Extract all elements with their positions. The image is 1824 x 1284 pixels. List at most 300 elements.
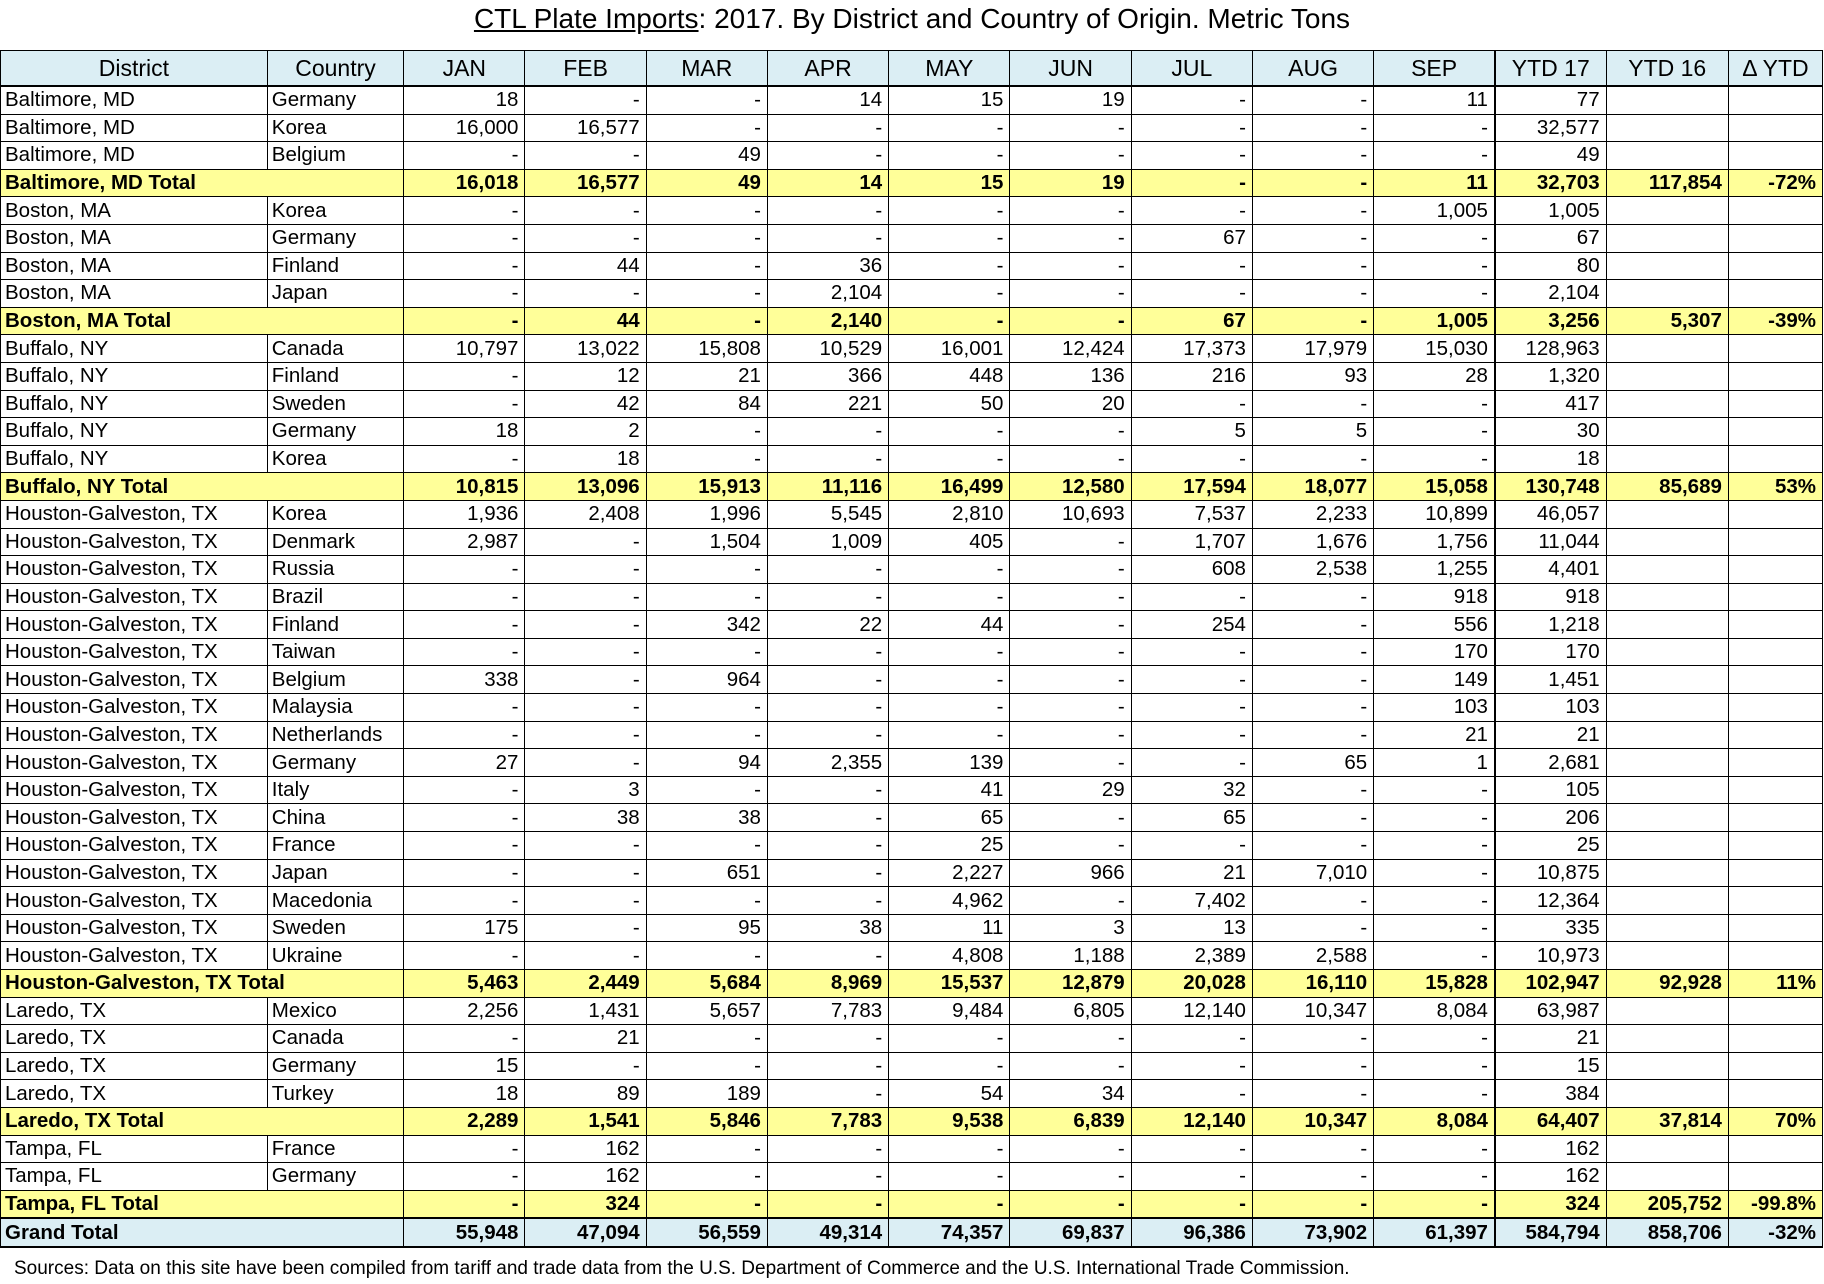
table-cell: 42: [525, 390, 646, 418]
table-cell: Belgium: [267, 666, 403, 694]
table-cell: [1606, 694, 1728, 722]
table-cell: Buffalo, NY: [1, 362, 268, 390]
table-cell: -: [889, 583, 1010, 611]
table-cell: -: [1374, 114, 1495, 142]
table-cell: [1606, 997, 1728, 1025]
table-cell: -: [889, 224, 1010, 252]
table-cell: 25: [1495, 832, 1606, 860]
table-cell: -: [525, 197, 646, 225]
table-cell: -: [525, 832, 646, 860]
table-cell: Malaysia: [267, 694, 403, 722]
table-cell: -: [1374, 832, 1495, 860]
table-cell: 19: [1010, 86, 1131, 114]
table-cell: -: [767, 638, 888, 666]
table-cell: 221: [767, 390, 888, 418]
table-cell: -: [1252, 583, 1373, 611]
table-cell: 1: [1374, 749, 1495, 777]
table-cell: -: [767, 556, 888, 584]
table-cell: -: [1010, 418, 1131, 446]
table-cell: -: [404, 611, 525, 639]
table-cell: -: [1010, 1163, 1131, 1191]
table-cell: -: [525, 914, 646, 942]
table-cell: -: [1252, 169, 1373, 197]
table-cell: [1728, 1163, 1822, 1191]
table-cell: 206: [1495, 804, 1606, 832]
table-cell: -: [1010, 528, 1131, 556]
table-cell: [1606, 500, 1728, 528]
table-cell: 6,839: [1010, 1107, 1131, 1135]
table-row: [1, 1080, 1823, 1108]
table-cell: -: [646, 445, 767, 473]
table-cell: 2,449: [525, 970, 646, 998]
table-cell: Russia: [267, 556, 403, 584]
table-row: [1, 1135, 1823, 1163]
table-cell: [1728, 418, 1822, 446]
table-cell: -: [1131, 114, 1252, 142]
table-cell: 5,657: [646, 997, 767, 1025]
table-cell: [1728, 114, 1822, 142]
table-cell: -: [525, 749, 646, 777]
table-cell: -: [1252, 694, 1373, 722]
table-cell: -: [1010, 694, 1131, 722]
table-cell: 335: [1495, 914, 1606, 942]
table-cell: -: [889, 252, 1010, 280]
table-cell: -: [646, 776, 767, 804]
table-cell: Laredo, TX: [1, 1025, 268, 1053]
table-cell: 1,756: [1374, 528, 1495, 556]
table-cell: -: [1010, 583, 1131, 611]
table-cell: -: [1374, 1052, 1495, 1080]
table-cell: 448: [889, 362, 1010, 390]
table-cell: Finland: [267, 611, 403, 639]
table-cell: 12,580: [1010, 473, 1131, 501]
table-cell: -: [404, 721, 525, 749]
table-cell: -: [889, 1025, 1010, 1053]
table-cell: 28: [1374, 362, 1495, 390]
table-cell: -: [404, 832, 525, 860]
table-cell: 29: [1010, 776, 1131, 804]
table-cell: -: [646, 280, 767, 308]
table-cell: -: [767, 832, 888, 860]
table-cell: 4,808: [889, 942, 1010, 970]
table-cell: -: [1131, 197, 1252, 225]
table-cell: 12: [525, 362, 646, 390]
table-cell: -: [525, 556, 646, 584]
table-cell: [1606, 362, 1728, 390]
table-cell: 32: [1131, 776, 1252, 804]
table-row: [1, 583, 1823, 611]
table-cell: Buffalo, NY Total: [1, 473, 404, 501]
table-cell: 136: [1010, 362, 1131, 390]
table-cell: -: [525, 142, 646, 170]
table-cell: -: [646, 556, 767, 584]
table-cell: -: [1252, 280, 1373, 308]
table-cell: 44: [525, 307, 646, 335]
table-cell: 34: [1010, 1080, 1131, 1108]
table-cell: 175: [404, 914, 525, 942]
table-cell: 1,009: [767, 528, 888, 556]
table-cell: [1606, 335, 1728, 363]
table-cell: 7,010: [1252, 859, 1373, 887]
table-cell: -: [1252, 666, 1373, 694]
table-cell: -: [404, 280, 525, 308]
table-cell: -: [404, 307, 525, 335]
table-cell: 16,110: [1252, 970, 1373, 998]
table-cell: 2,227: [889, 859, 1010, 887]
table-cell: -: [1252, 445, 1373, 473]
table-cell: Houston-Galveston, TX: [1, 804, 268, 832]
table-row: [1, 804, 1823, 832]
table-cell: 95: [646, 914, 767, 942]
table-cell: Houston-Galveston, TX: [1, 776, 268, 804]
table-cell: Houston-Galveston, TX: [1, 914, 268, 942]
table-cell: [1728, 638, 1822, 666]
table-cell: -: [1374, 914, 1495, 942]
table-cell: Buffalo, NY: [1, 390, 268, 418]
table-cell: -: [646, 942, 767, 970]
table-cell: 2,104: [1495, 280, 1606, 308]
column-header: MAR: [646, 51, 767, 87]
table-cell: -: [646, 1052, 767, 1080]
column-header: District: [1, 51, 268, 87]
table-cell: [1606, 280, 1728, 308]
table-cell: -: [1374, 390, 1495, 418]
table-cell: Canada: [267, 1025, 403, 1053]
table-cell: 12,140: [1131, 997, 1252, 1025]
table-cell: Germany: [267, 1163, 403, 1191]
table-cell: 1,541: [525, 1107, 646, 1135]
table-cell: 105: [1495, 776, 1606, 804]
table-cell: [1606, 776, 1728, 804]
table-cell: Houston-Galveston, TX: [1, 556, 268, 584]
table-cell: -: [1374, 1163, 1495, 1191]
table-cell: -: [767, 666, 888, 694]
table-cell: 67: [1131, 224, 1252, 252]
table-cell: 36: [767, 252, 888, 280]
table-cell: -: [1252, 224, 1373, 252]
table-cell: -: [1131, 694, 1252, 722]
table-cell: -: [525, 887, 646, 915]
table-row: [1, 445, 1823, 473]
table-cell: 2,810: [889, 500, 1010, 528]
table-cell: 1,218: [1495, 611, 1606, 639]
table-cell: [1606, 721, 1728, 749]
table-cell: 46,057: [1495, 500, 1606, 528]
table-cell: 2,256: [404, 997, 525, 1025]
table-cell: 16,577: [525, 114, 646, 142]
table-cell: [1606, 749, 1728, 777]
table-cell: -: [1010, 749, 1131, 777]
table-cell: -: [1131, 1080, 1252, 1108]
table-cell: -: [767, 445, 888, 473]
table-cell: 15,030: [1374, 335, 1495, 363]
table-cell: Macedonia: [267, 887, 403, 915]
table-cell: 10,899: [1374, 500, 1495, 528]
table-cell: -: [404, 252, 525, 280]
column-header: AUG: [1252, 51, 1373, 87]
table-cell: -: [646, 197, 767, 225]
table-cell: 117,854: [1606, 169, 1728, 197]
table-cell: France: [267, 832, 403, 860]
table-cell: -: [646, 418, 767, 446]
table-row: [1, 859, 1823, 887]
table-cell: -: [1010, 252, 1131, 280]
table-cell: -: [1131, 666, 1252, 694]
table-cell: 324: [525, 1190, 646, 1218]
table-cell: -: [646, 86, 767, 114]
table-row: [1, 224, 1823, 252]
table-cell: [1728, 666, 1822, 694]
table-row: [1, 390, 1823, 418]
table-cell: -: [404, 445, 525, 473]
table-cell: 16,577: [525, 169, 646, 197]
district-total-row: [1, 1190, 1823, 1218]
table-cell: 128,963: [1495, 335, 1606, 363]
table-cell: 38: [525, 804, 646, 832]
table-cell: -: [1010, 114, 1131, 142]
table-cell: Houston-Galveston, TX: [1, 611, 268, 639]
table-cell: Grand Total: [1, 1218, 404, 1247]
table-cell: 2,289: [404, 1107, 525, 1135]
table-cell: -: [646, 114, 767, 142]
table-cell: 13: [1131, 914, 1252, 942]
table-cell: -: [1252, 887, 1373, 915]
table-row: [1, 887, 1823, 915]
table-cell: -: [404, 197, 525, 225]
table-cell: -: [1374, 1135, 1495, 1163]
table-cell: 2,588: [1252, 942, 1373, 970]
table-cell: -: [1131, 1163, 1252, 1191]
table-cell: -: [1131, 1135, 1252, 1163]
page-title: [0, 0, 1824, 40]
table-cell: 15,808: [646, 335, 767, 363]
table-cell: Houston-Galveston, TX Total: [1, 970, 404, 998]
table-cell: 11,116: [767, 473, 888, 501]
table-cell: 1,005: [1374, 307, 1495, 335]
table-cell: France: [267, 1135, 403, 1163]
table-cell: 18: [525, 445, 646, 473]
title-rest: : 2017. By District and Country of Origin. Metric Tons: [698, 3, 1351, 34]
table-cell: 12,424: [1010, 335, 1131, 363]
table-cell: [1728, 86, 1822, 114]
table-cell: -: [767, 859, 888, 887]
table-cell: [1728, 942, 1822, 970]
table-cell: -: [1252, 307, 1373, 335]
table-cell: Laredo, TX: [1, 1080, 268, 1108]
table-row: [1, 1163, 1823, 1191]
table-cell: 5,463: [404, 970, 525, 998]
table-cell: 405: [889, 528, 1010, 556]
table-cell: 73,902: [1252, 1218, 1373, 1247]
table-cell: -: [1374, 224, 1495, 252]
table-cell: -: [404, 804, 525, 832]
table-cell: 162: [1495, 1135, 1606, 1163]
table-cell: -: [889, 418, 1010, 446]
table-cell: -: [646, 1025, 767, 1053]
table-cell: 49: [1495, 142, 1606, 170]
table-cell: 17,979: [1252, 335, 1373, 363]
table-cell: 21: [1131, 859, 1252, 887]
table-cell: 139: [889, 749, 1010, 777]
table-cell: [1728, 997, 1822, 1025]
table-cell: -: [767, 142, 888, 170]
table-cell: -: [404, 224, 525, 252]
table-cell: -: [404, 1135, 525, 1163]
table-cell: 56,559: [646, 1218, 767, 1247]
table-cell: -: [1131, 252, 1252, 280]
table-cell: Germany: [267, 86, 403, 114]
table-cell: -: [404, 1163, 525, 1191]
table-cell: 69,837: [1010, 1218, 1131, 1247]
table-cell: 10,347: [1252, 997, 1373, 1025]
table-cell: 149: [1374, 666, 1495, 694]
table-cell: Sweden: [267, 914, 403, 942]
table-cell: 5: [1131, 418, 1252, 446]
table-cell: -: [525, 280, 646, 308]
table-cell: -: [1374, 859, 1495, 887]
table-cell: -: [1131, 280, 1252, 308]
table-cell: 556: [1374, 611, 1495, 639]
table-cell: [1728, 1052, 1822, 1080]
table-cell: 10,529: [767, 335, 888, 363]
table-cell: [1728, 859, 1822, 887]
table-cell: -: [1252, 1025, 1373, 1053]
table-cell: Laredo, TX: [1, 997, 268, 1025]
table-cell: -: [767, 583, 888, 611]
table-cell: 21: [1374, 721, 1495, 749]
table-cell: 324: [1495, 1190, 1606, 1218]
table-cell: 94: [646, 749, 767, 777]
column-header: FEB: [525, 51, 646, 87]
table-cell: 5,684: [646, 970, 767, 998]
table-row: [1, 418, 1823, 446]
table-cell: -: [1010, 197, 1131, 225]
table-row: [1, 280, 1823, 308]
table-row: [1, 776, 1823, 804]
table-cell: [1728, 721, 1822, 749]
table-cell: 216: [1131, 362, 1252, 390]
table-cell: 15: [889, 169, 1010, 197]
table-cell: [1728, 252, 1822, 280]
table-cell: 1,504: [646, 528, 767, 556]
table-cell: 10,875: [1495, 859, 1606, 887]
table-cell: -: [1131, 1190, 1252, 1218]
table-cell: 1,431: [525, 997, 646, 1025]
table-cell: 17,373: [1131, 335, 1252, 363]
table-cell: 13,096: [525, 473, 646, 501]
table-cell: [1606, 390, 1728, 418]
table-cell: -: [1010, 280, 1131, 308]
table-cell: 32,703: [1495, 169, 1606, 197]
table-cell: 80: [1495, 252, 1606, 280]
table-cell: -: [525, 583, 646, 611]
table-cell: -: [767, 694, 888, 722]
title-underlined: CTL Plate Imports: [473, 3, 699, 34]
table-cell: 25: [889, 832, 1010, 860]
table-cell: -: [1374, 776, 1495, 804]
column-header: SEP: [1374, 51, 1495, 87]
table-cell: 1,188: [1010, 942, 1131, 970]
table-cell: -: [1131, 86, 1252, 114]
table-cell: 1,320: [1495, 362, 1606, 390]
table-cell: [1606, 859, 1728, 887]
table-cell: -: [1131, 142, 1252, 170]
table-cell: 21: [646, 362, 767, 390]
table-cell: Houston-Galveston, TX: [1, 666, 268, 694]
table-cell: [1728, 1025, 1822, 1053]
table-cell: Belgium: [267, 142, 403, 170]
table-cell: [1606, 887, 1728, 915]
table-row: [1, 666, 1823, 694]
table-cell: 53%: [1728, 473, 1822, 501]
table-cell: 651: [646, 859, 767, 887]
table-cell: [1728, 362, 1822, 390]
table-cell: -: [1131, 583, 1252, 611]
table-cell: [1728, 804, 1822, 832]
table-cell: 5: [1252, 418, 1373, 446]
table-cell: 11%: [1728, 970, 1822, 998]
table-cell: -: [889, 1052, 1010, 1080]
table-cell: -: [767, 224, 888, 252]
table-cell: -: [1252, 390, 1373, 418]
table-cell: [1728, 611, 1822, 639]
table-cell: 13,022: [525, 335, 646, 363]
table-cell: -: [525, 86, 646, 114]
table-cell: Buffalo, NY: [1, 418, 268, 446]
table-cell: 65: [1252, 749, 1373, 777]
table-cell: -: [889, 280, 1010, 308]
district-total-row: [1, 473, 1823, 501]
table-cell: 93: [1252, 362, 1373, 390]
table-cell: 18: [404, 86, 525, 114]
table-cell: -: [1374, 445, 1495, 473]
table-cell: 38: [646, 804, 767, 832]
table-cell: [1728, 914, 1822, 942]
table-cell: -: [889, 694, 1010, 722]
table-row: [1, 528, 1823, 556]
table-cell: -: [889, 1135, 1010, 1163]
table-cell: 20,028: [1131, 970, 1252, 998]
table-cell: -: [1252, 832, 1373, 860]
table-cell: 84: [646, 390, 767, 418]
table-cell: [1606, 1052, 1728, 1080]
table-cell: 966: [1010, 859, 1131, 887]
table-cell: -: [1131, 169, 1252, 197]
table-cell: Houston-Galveston, TX: [1, 694, 268, 722]
table-cell: -: [889, 1190, 1010, 1218]
table-cell: Tampa, FL: [1, 1135, 268, 1163]
table-cell: Germany: [267, 749, 403, 777]
table-cell: -: [646, 694, 767, 722]
table-cell: [1606, 804, 1728, 832]
table-cell: -: [404, 638, 525, 666]
table-cell: Ukraine: [267, 942, 403, 970]
table-cell: 3: [525, 776, 646, 804]
table-cell: -: [1252, 142, 1373, 170]
table-cell: 77: [1495, 86, 1606, 114]
table-cell: -: [767, 1052, 888, 1080]
table-cell: 2,355: [767, 749, 888, 777]
table-cell: [1606, 528, 1728, 556]
table-cell: -: [1010, 1025, 1131, 1053]
table-cell: 858,706: [1606, 1218, 1728, 1247]
table-cell: -: [767, 804, 888, 832]
table-cell: 384: [1495, 1080, 1606, 1108]
table-cell: 16,499: [889, 473, 1010, 501]
table-cell: -: [646, 1163, 767, 1191]
table-cell: [1728, 197, 1822, 225]
table-cell: Houston-Galveston, TX: [1, 859, 268, 887]
